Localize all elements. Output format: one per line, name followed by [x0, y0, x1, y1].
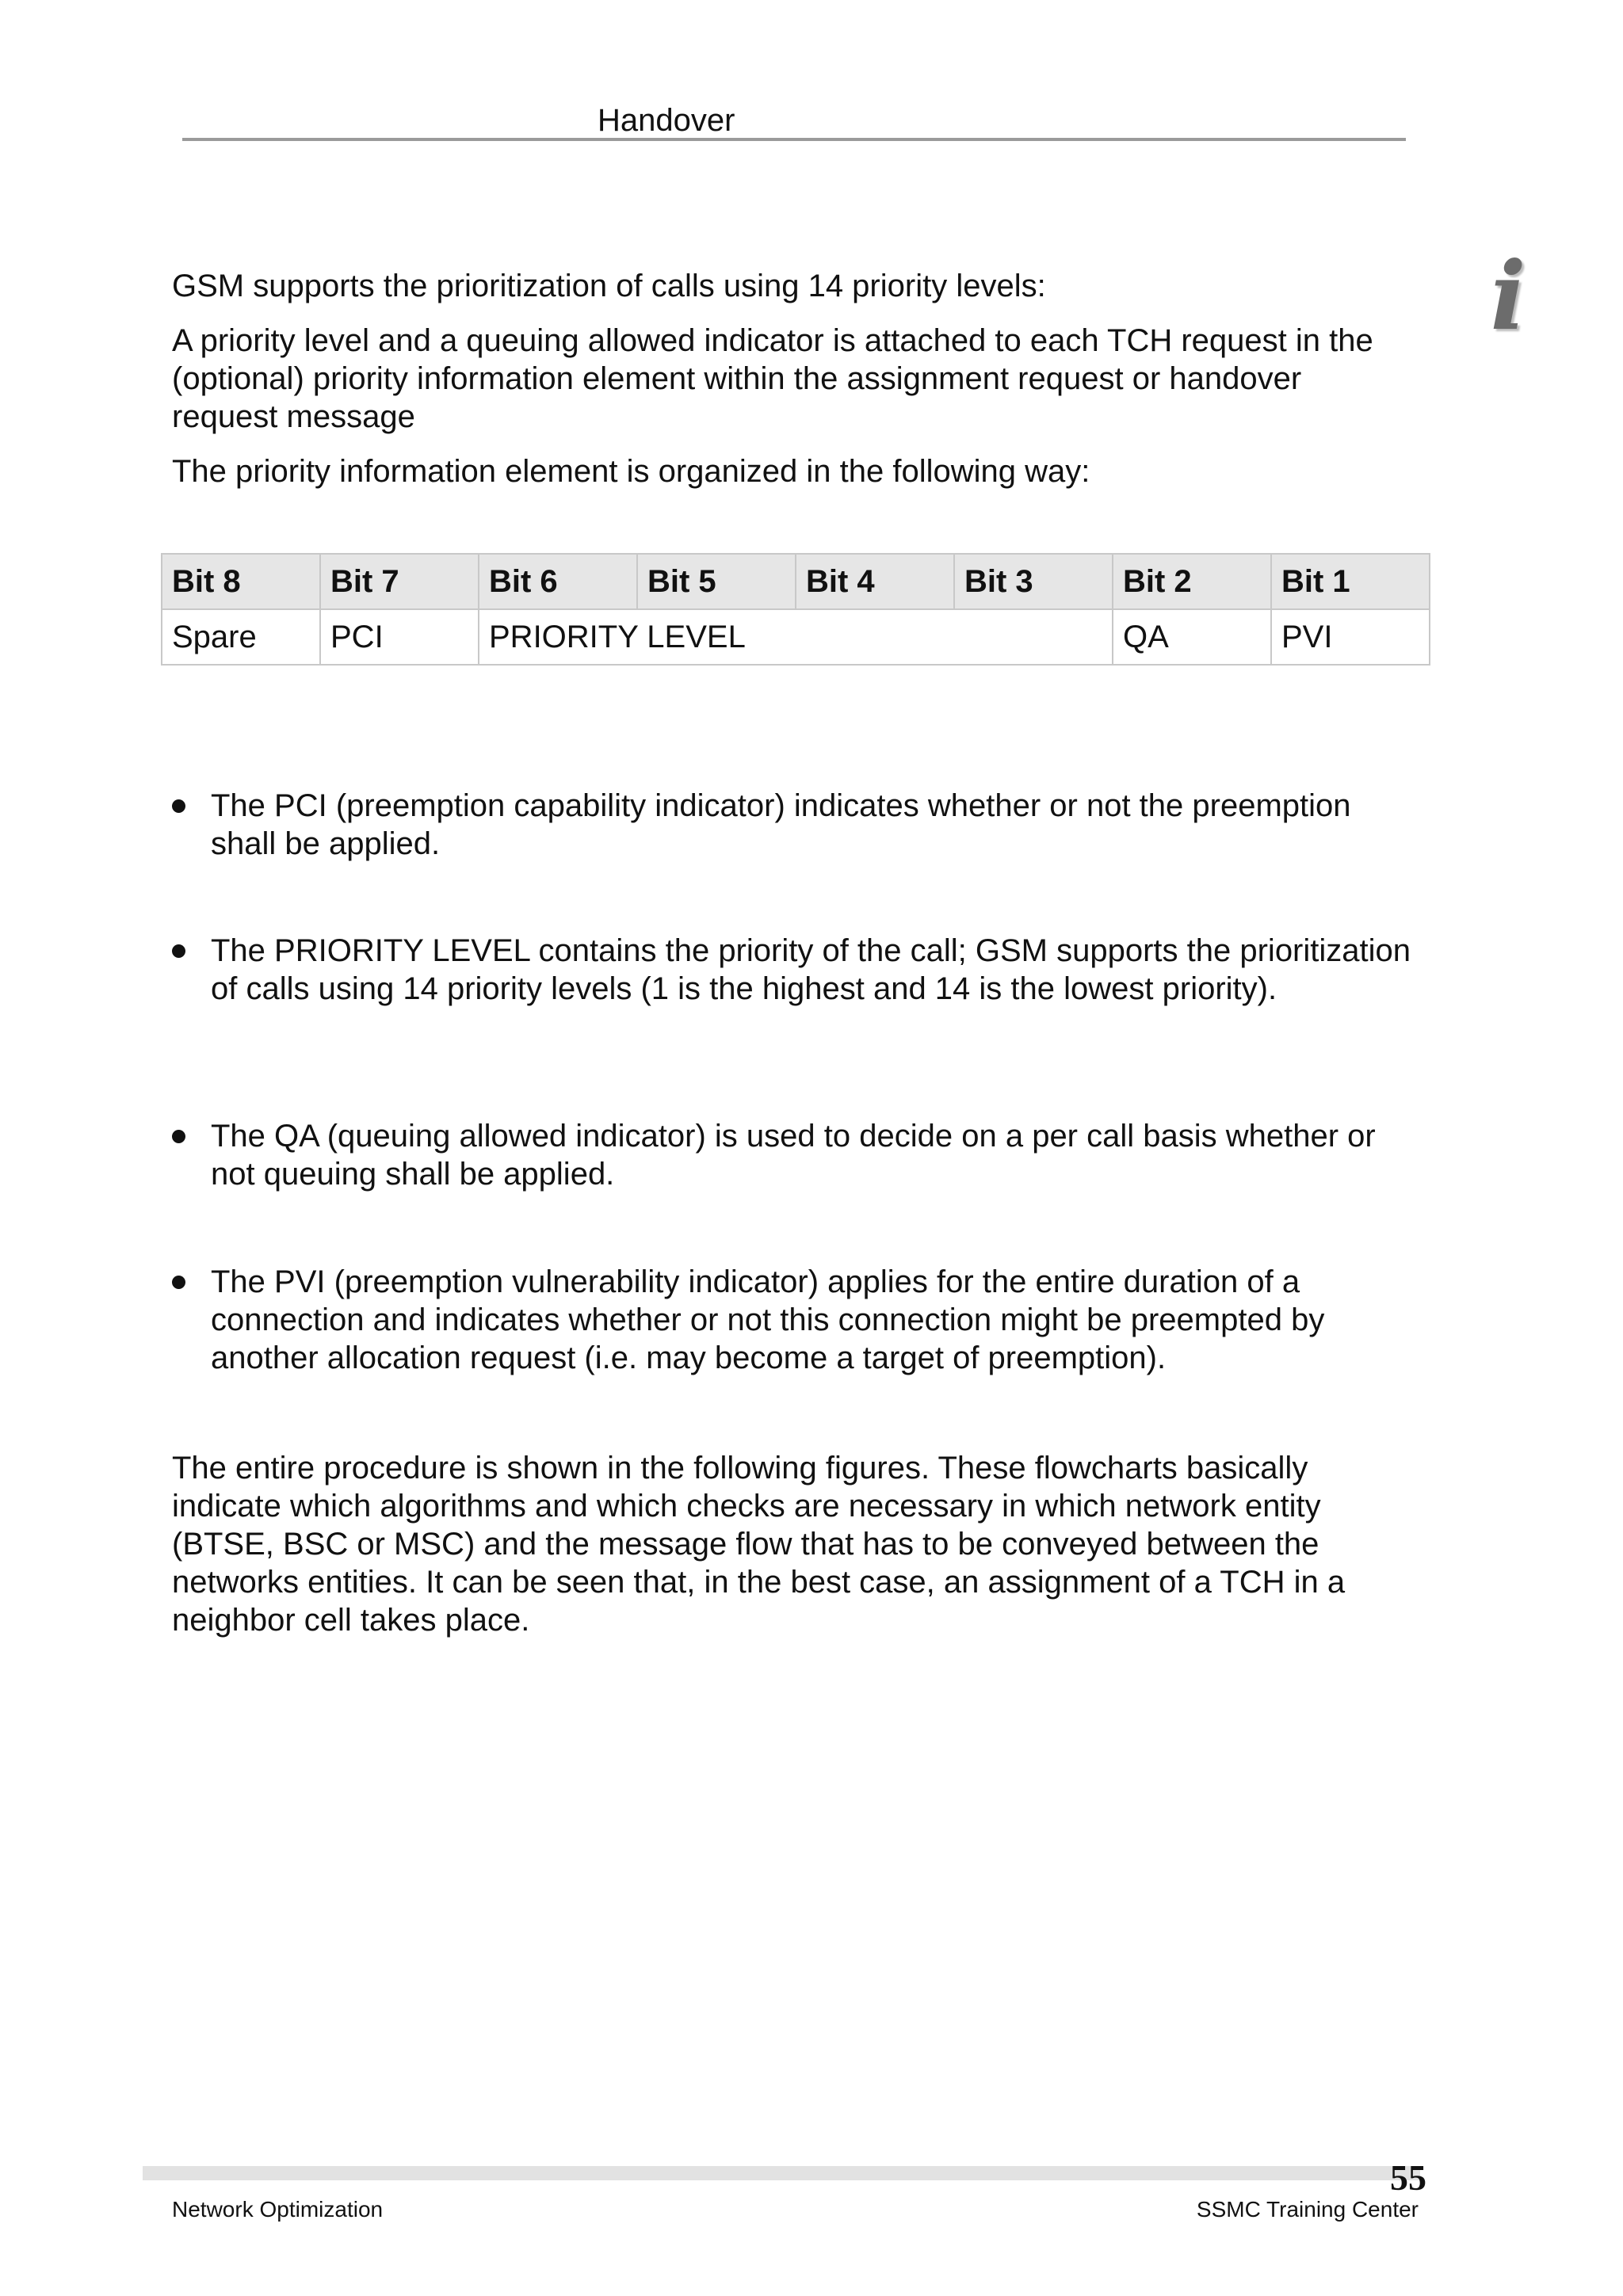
bullet-dot: [172, 1130, 185, 1143]
cell-spare: Spare: [162, 609, 320, 665]
table-row: [162, 609, 1430, 665]
header-cell-bit-8: Bit 8: [162, 554, 320, 609]
page-number: 55: [1390, 2157, 1426, 2198]
header-cell-bit-7: Bit 7: [320, 554, 479, 609]
header-cell-bit-6: Bit 6: [479, 554, 637, 609]
header-cell-bit-2: Bit 2: [1113, 554, 1271, 609]
intro-paragraph: A priority level and a queuing allowed indicator is attached to each TCH request in the (optional) priority information element within the assignment request or handover request message: [172, 323, 1373, 434]
footer-bar: [143, 2166, 1420, 2180]
page-header-title: Handover: [598, 103, 735, 138]
bullet-dot: [172, 1276, 185, 1289]
info-icon: i: [1490, 241, 1526, 351]
cell-priority-level: PRIORITY LEVEL: [479, 609, 1113, 665]
cell-pci: PCI: [320, 609, 479, 665]
footer-left-text: Network Optimization: [172, 2197, 384, 2222]
table-header-row: [162, 554, 1430, 609]
priority-bit-table: [161, 553, 1430, 666]
bullet-text: The PCI (preemption capability indicator) indicates whether or not the preemption shall be applied.: [211, 788, 1351, 861]
header-cell-bit-5: Bit 5: [637, 554, 796, 609]
bullet-text: The PVI (preemption vulnerability indicator) applies for the entire duration of a connection and indicates whether or not this connection might be preempted by another allocation request (i.e. may become a target of preemption).: [211, 1264, 1325, 1375]
header-rule: [182, 138, 1406, 141]
table-intro-line: The priority information element is organized in the following way:: [172, 454, 1090, 489]
cell-pvi: PVI: [1271, 609, 1430, 665]
bullet-dot: [172, 944, 185, 958]
footer-right-text: SSMC Training Center: [1196, 2197, 1419, 2222]
bullet-text: The QA (queuing allowed indicator) is used to decide on a per call basis whether or not queuing shall be applied.: [211, 1119, 1376, 1192]
header-cell-bit-3: Bit 3: [954, 554, 1113, 609]
bullet-dot: [172, 799, 185, 813]
header-cell-bit-1: Bit 1: [1271, 554, 1430, 609]
header-cell-bit-4: Bit 4: [796, 554, 954, 609]
intro-line: GSM supports the prioritization of calls using 14 priority levels:: [172, 269, 1046, 303]
cell-qa: QA: [1113, 609, 1271, 665]
closing-paragraph: The entire procedure is shown in the following figures. These flowcharts basically indicate which algorithms and which checks are necessary in which network entity (BTSE, BSC or MSC) and the message flow that has to be conveyed between the networks entities. It can be seen that, in the best case, an assignment of a TCH in a neighbor cell takes place.: [172, 1451, 1346, 1638]
bullet-text: The PRIORITY LEVEL contains the priority of the call; GSM supports the prioritization of calls using 14 priority levels (1 is the highest and 14 is the lowest priority).: [211, 933, 1411, 1006]
